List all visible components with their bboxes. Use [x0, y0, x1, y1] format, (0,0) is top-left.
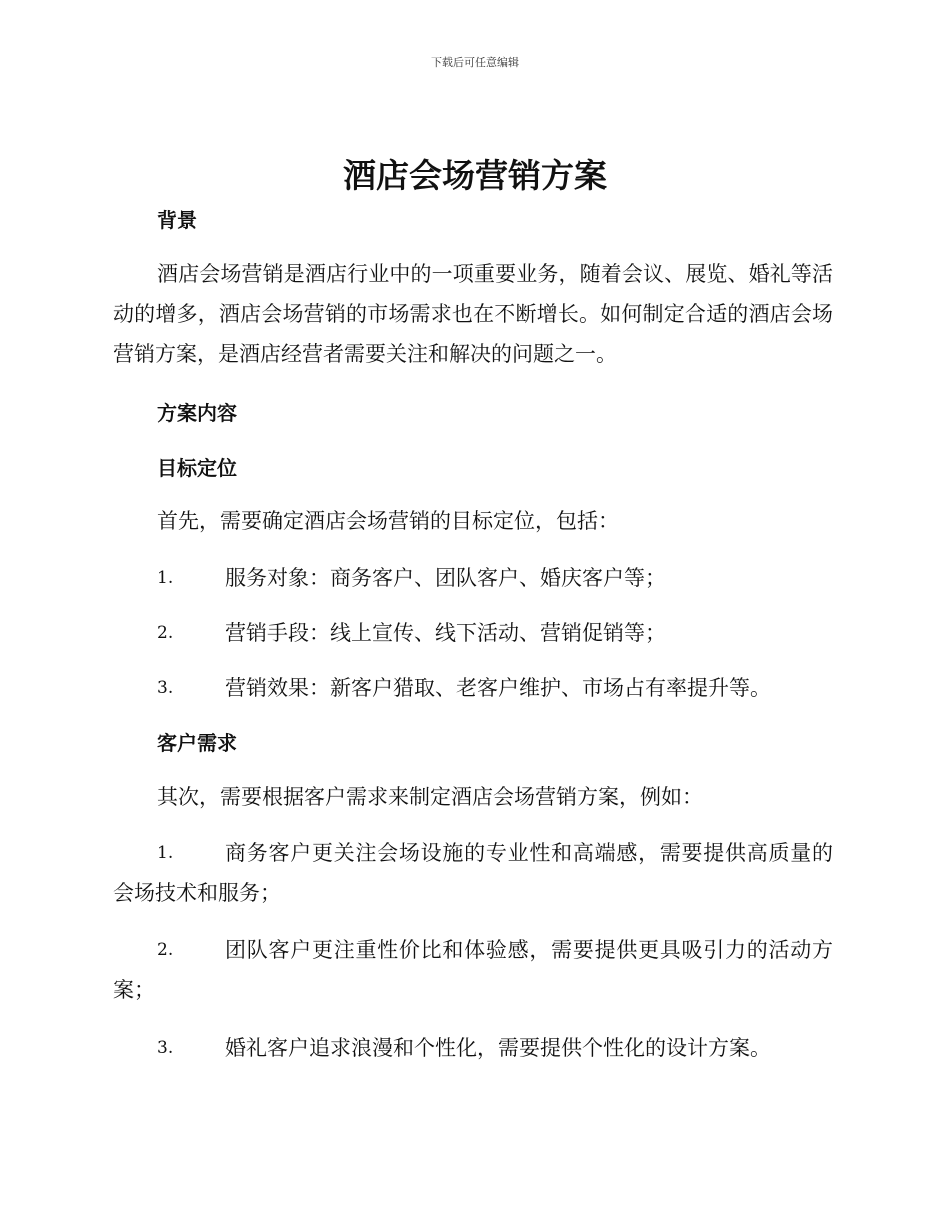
- list-item: [113, 668, 833, 708]
- list-item-text: 婚礼客户追求浪漫和个性化，需要提供个性化的设计方案。: [225, 1036, 771, 1060]
- target-intro: 首先，需要确定酒店会场营销的目标定位，包括：: [157, 509, 619, 533]
- list-item-number: 1.: [157, 843, 174, 863]
- list-item-number: 2.: [157, 623, 174, 643]
- list-item: [113, 1028, 833, 1068]
- list-item-text: 营销效果：新客户猎取、老客户维护、市场占有率提升等。: [225, 676, 771, 700]
- list-item: [113, 833, 833, 913]
- list-item-number: 3.: [157, 1038, 174, 1058]
- list-item: [113, 613, 833, 653]
- list-item-text: 团队客户更注重性价比和体验感，需要提供更具吸引力的活动方案；: [113, 938, 833, 1002]
- heading-target-positioning: 目标定位: [157, 456, 237, 480]
- list-item-number: 3.: [157, 678, 174, 698]
- heading-plan-content: 方案内容: [157, 401, 237, 425]
- list-item-text: 商务客户更关注会场设施的专业性和高端感，需要提供高质量的会场技术和服务；: [113, 841, 833, 905]
- header-note: 下载后可任意编辑: [431, 56, 519, 69]
- document-title: 酒店会场营销方案: [343, 156, 607, 195]
- heading-customer-needs: 客户需求: [157, 731, 237, 755]
- list-item: [113, 558, 833, 598]
- list-item-text: 服务对象：商务客户、团队客户、婚庆客户等；: [225, 566, 666, 590]
- background-paragraph: 酒店会场营销是酒店行业中的一项重要业务，随着会议、展览、婚礼等活动的增多，酒店会场营销的市场需求也在不断增长。如何制定合适的酒店会场营销方案，是酒店经营者需要关注和解决的问题之一。: [113, 262, 833, 366]
- list-item-text: 营销手段：线上宣传、线下活动、营销促销等；: [225, 621, 666, 645]
- heading-background: 背景: [157, 208, 197, 232]
- list-item-number: 2.: [157, 940, 174, 960]
- list-item-number: 1.: [157, 568, 174, 588]
- list-item: [113, 930, 833, 1010]
- needs-intro: 其次，需要根据客户需求来制定酒店会场营销方案，例如：: [157, 785, 703, 809]
